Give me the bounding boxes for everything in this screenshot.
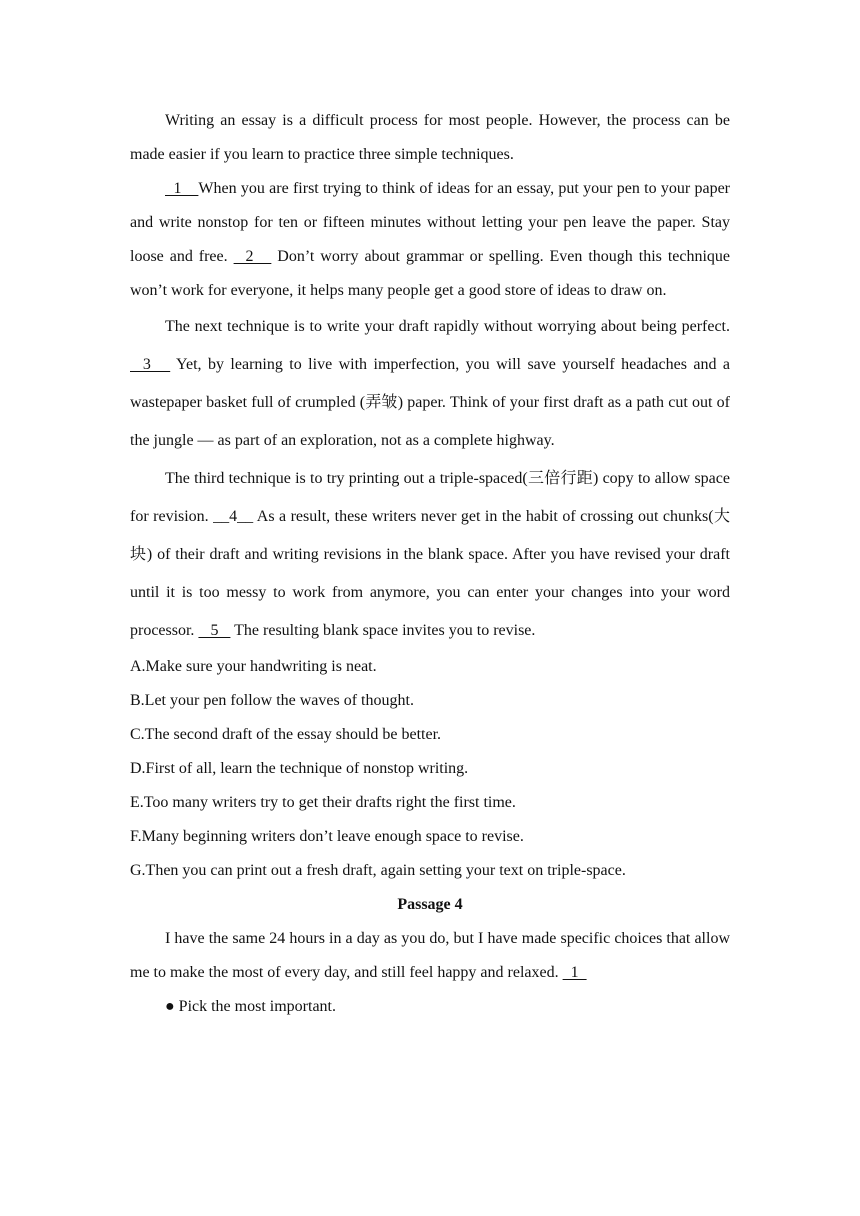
option-b: B.Let your pen follow the waves of thought. xyxy=(130,692,414,709)
answer-blank-1: 1 xyxy=(165,180,199,197)
passage3-paragraph-4 xyxy=(130,460,730,650)
paragraph-text: I have the same 24 hours in a day as you do, but I have made specific choices that allow me to make the most of every day, and still feel happy and relaxed. xyxy=(130,930,730,981)
passage3-paragraph-2 xyxy=(130,172,730,308)
passage3-paragraph-3 xyxy=(130,308,730,460)
option-a: A.Make sure your handwriting is neat. xyxy=(130,658,377,675)
passage4-paragraph-1 xyxy=(130,922,730,990)
paragraph-text: As a result, these writers never get in the habit of crossing out chunks(大块) of their draft and writing revisions in the blank space. After you have revised your draft until it is too messy to work from anymore, you can enter your changes into your word processor. xyxy=(130,508,730,639)
answer-blank-5: 5 xyxy=(198,622,231,639)
answer-blank-2: 2 xyxy=(233,248,272,265)
option-f: F.Many beginning writers don’t leave enough space to revise. xyxy=(130,828,524,845)
answer-blank-4: __4__ xyxy=(213,508,254,525)
paragraph-text: The third technique is to try printing out a triple-spaced(三倍行距) copy to allow space for revision. xyxy=(130,470,730,525)
paragraph-text: Yet, by learning to live with imperfection, you will save yourself headaches and a wastepaper basket full of crumpled (弄皱) paper. Think of your first draft as a path cut out of the jungle — as part of an exploration, not as a complete highway. xyxy=(130,356,731,449)
paragraph-text: The next technique is to write your draft rapidly without worrying about being perfect. xyxy=(165,318,730,335)
option-c: C.The second draft of the essay should be better. xyxy=(130,726,442,743)
answer-blank-1: 1 xyxy=(562,964,587,981)
answer-options-list xyxy=(130,650,730,888)
option-g: G.Then you can print out a fresh draft, again setting your text on triple-space. xyxy=(130,862,626,879)
option-e: E.Too many writers try to get their drafts right the first time. xyxy=(130,794,516,811)
passage3-intro-paragraph: Writing an essay is a difficult process for most people. However, the process can be made easier if you learn to practice three simple techniques. xyxy=(130,112,730,163)
paragraph-text: The resulting blank space invites you to revise. xyxy=(230,622,536,639)
bullet-item: ● Pick the most important. xyxy=(165,998,336,1015)
paragraph-text: When you are first trying to think of ideas for an essay, put your pen to your paper and write nonstop for ten or fifteen minutes without letting your pen leave the paper. Stay loose and free. xyxy=(130,180,730,265)
paragraph-text: Don’t worry about grammar or spelling. Even though this technique won’t work for everyone, it helps many people get a good store of ideas to draw on. xyxy=(130,248,731,299)
answer-blank-3: 3 xyxy=(130,356,171,373)
option-d: D.First of all, learn the technique of nonstop writing. xyxy=(130,760,469,777)
passage4-heading: Passage 4 xyxy=(397,896,463,913)
